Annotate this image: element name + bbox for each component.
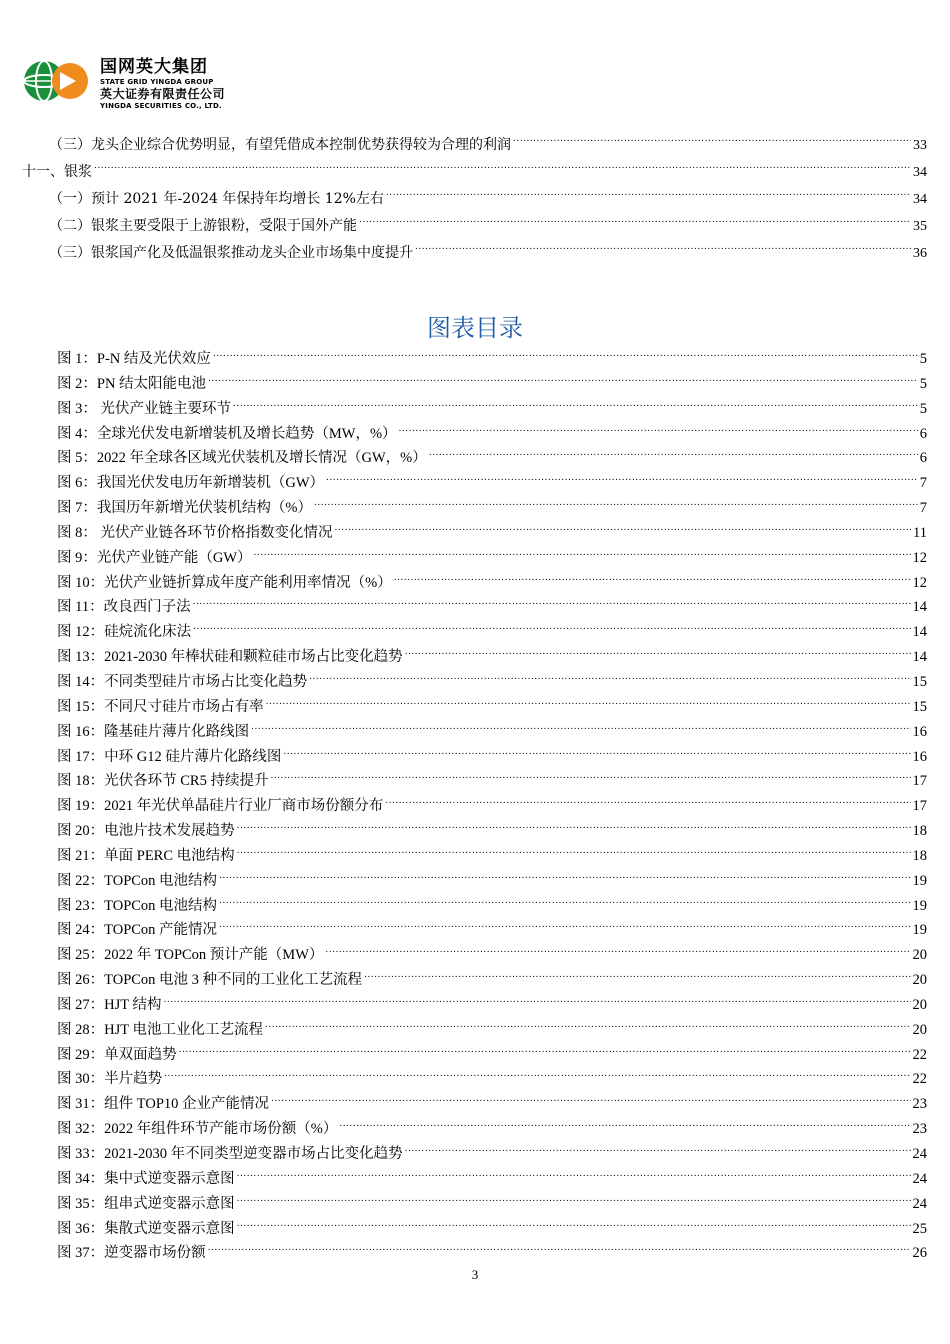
figure-entry[interactable] [57,964,927,989]
toc-entry[interactable] [49,129,927,156]
figure-entry-page: 7 [919,475,927,492]
company-name-cn: 国网英大集团 [100,57,208,77]
figure-entry[interactable] [57,591,927,616]
dot-leader [364,964,910,984]
toc-entry-label: （一）预计 2021 年-2024 年保持年均增长 12%左右 [49,191,384,207]
figure-entry[interactable] [57,890,927,915]
subsidiary-name-en: YINGDA SECURITIES CO., LTD. [100,102,222,110]
figure-entry-page: 17 [912,773,927,790]
figure-entry-label: 图 15：不同尺寸硅片市场占有率 [57,698,264,715]
dot-leader [237,1163,911,1183]
dot-leader [163,989,910,1009]
figure-entry[interactable] [57,1113,927,1138]
figure-entry-page: 26 [912,1245,927,1262]
figure-entry-page: 20 [912,996,927,1013]
figure-entry[interactable] [57,1163,927,1188]
figure-entry[interactable] [57,1213,927,1238]
dot-leader [193,591,911,611]
dot-leader [429,442,918,462]
dot-leader [233,393,918,413]
dot-leader [265,1014,911,1034]
figure-entry-page: 7 [919,500,927,517]
dot-leader [399,418,918,438]
dot-leader [283,741,910,761]
figure-entry-label: 图 25：2022 年 TOPCon 预计产能（MW） [57,947,324,964]
figure-entry-label: 图 12：硅烷流化床法 [57,624,192,641]
figure-entry[interactable] [57,815,927,840]
figure-entry-page: 12 [912,549,927,566]
toc-entry-page: 33 [913,138,927,153]
figure-entry[interactable] [57,467,927,492]
figure-entry-label: 图 19：2021 年光伏单晶硅片行业厂商市场份额分布 [57,798,384,815]
dot-leader [386,183,911,203]
figure-entry-page: 6 [919,425,927,442]
figure-entry-label: 图 5：2022 年全球各区域光伏装机及增长情况（GW，%） [57,450,427,467]
figure-entry-page: 24 [912,1195,927,1212]
figure-entry-page: 15 [912,698,927,715]
dot-leader [213,343,918,363]
figure-entry-page: 11 [913,524,927,541]
dot-leader [513,129,911,149]
figure-entry[interactable] [57,567,927,592]
figure-entry[interactable] [57,616,927,641]
dot-leader [359,210,911,230]
figures-list [57,343,927,1262]
figure-entry[interactable] [57,1039,927,1064]
figure-entry-label: 图 18：光伏各环节 CR5 持续提升 [57,773,269,790]
figure-entry[interactable] [57,1088,927,1113]
figure-entry-label: 图 34：集中式逆变器示意图 [57,1170,235,1187]
figure-entry[interactable] [57,343,927,368]
figure-entry-label: 图 14：不同类型硅片市场占比变化趋势 [57,673,308,690]
figure-entry-label: 图 24：TOPCon 产能情况 [57,922,218,939]
toc-entry-label: （三）龙头企业综合优势明显，有望凭借成本控制优势获得较为合理的利润 [49,137,511,153]
figure-entry[interactable] [57,1063,927,1088]
toc-entry-label: （二）银浆主要受限于上游银粉，受限于国外产能 [49,218,357,234]
dot-leader [237,840,911,860]
company-name-en: STATE GRID YINGDA GROUP [100,78,214,86]
dot-leader [326,467,918,487]
dot-leader [208,1237,911,1257]
figure-entry-label: 图 30：半片趋势 [57,1071,163,1088]
figure-entry[interactable] [57,1138,927,1163]
dot-leader [405,1138,911,1158]
figure-entry[interactable] [57,790,927,815]
toc-entry-page: 35 [913,219,927,234]
figure-entry[interactable] [57,865,927,890]
toc-entry[interactable] [49,210,927,237]
figure-entry-page: 24 [912,1146,927,1162]
figure-entry-page: 16 [912,748,927,765]
figure-entry-label: 图 28：HJT 电池工业化工艺流程 [57,1021,263,1038]
figure-entry[interactable] [57,542,927,567]
figure-entry-label: 图 31：组件 TOP10 企业产能情况 [57,1096,270,1113]
figure-entry-page: 18 [912,823,927,840]
figure-entry-label: 图 17：中环 G12 硅片薄片化路线图 [57,748,282,765]
figure-entry-label: 图 1：P-N 结及光伏效应 [57,351,211,367]
figure-entry-page: 14 [912,624,927,641]
figure-entry[interactable] [57,492,927,517]
subsidiary-name-cn: 英大证券有限责任公司 [100,87,226,101]
figure-entry[interactable] [57,1188,927,1213]
figure-entry-page: 23 [912,1096,927,1113]
figure-entry-page: 19 [912,897,927,914]
figure-entry-page: 14 [912,649,927,666]
dot-leader [266,691,911,711]
dot-leader [405,641,911,661]
dot-leader [219,890,910,910]
toc-entry[interactable] [22,156,927,183]
figure-entry-label: 图 23：TOPCon 电池结构 [57,897,218,914]
figure-entry[interactable] [57,939,927,964]
dot-leader [164,1063,910,1083]
figure-entry-page: 5 [919,375,927,392]
dot-leader [339,1113,910,1133]
figure-entry-label: 图 13：2021-2030 年棒状硅和颗粒硅市场占比变化趋势 [57,649,403,666]
figure-entry-page: 22 [912,1046,927,1063]
dot-leader [208,368,918,388]
figure-entry[interactable] [57,741,927,766]
toc-entry-label: 十一、银浆 [22,164,92,180]
figure-entry-label: 图 4：全球光伏发电新增装机及增长趋势（MW，%） [57,425,397,442]
figure-entry-label: 图 35：组串式逆变器示意图 [57,1195,235,1212]
page-number: 3 [471,1267,479,1282]
figure-entry-page: 22 [912,1071,927,1088]
figure-entry-label: 图 3： 光伏产业链主要环节 [57,400,231,417]
logo-text [100,56,225,111]
figure-entry-label: 图 20：电池片技术发展趋势 [57,823,235,840]
figure-entry[interactable] [57,765,927,790]
figure-entry[interactable] [57,840,927,865]
dot-leader [335,517,912,537]
figure-entry-page: 12 [912,574,927,591]
figure-entry[interactable] [57,517,927,542]
dot-leader [325,939,910,959]
toc-entry[interactable] [49,183,927,210]
dot-leader [271,1088,910,1108]
figure-entry-page: 20 [912,972,927,989]
figure-entry[interactable] [57,1237,927,1262]
figure-entry-page: 24 [912,1170,927,1187]
figure-entry[interactable] [57,914,927,939]
dot-leader [270,765,910,785]
figure-entry-label: 图 9：光伏产业链产能（GW） [57,549,252,566]
figure-entry-page: 5 [919,400,927,417]
figure-entry-label: 图 10：光伏产业链折算成年度产能利用率情况（%） [57,574,392,591]
figure-entry[interactable] [57,393,927,418]
figure-entry[interactable] [57,418,927,443]
dot-leader [254,542,911,562]
dot-leader [237,815,911,835]
dot-leader [394,567,911,587]
figure-entry-label: 图 33：2021-2030 年不同类型逆变器市场占比变化趋势 [57,1146,403,1162]
figure-entry[interactable] [57,691,927,716]
figure-entry-label: 图 27：HJT 结构 [57,996,162,1013]
figure-entry-page: 14 [912,599,927,616]
figure-entry-page: 15 [912,673,927,690]
dot-leader [237,1188,911,1208]
figure-entry-label: 图 21：单面 PERC 电池结构 [57,847,235,864]
toc-entry-page: 36 [913,246,927,261]
figure-entry-page: 17 [912,798,927,815]
dot-leader [251,716,910,736]
figure-entry-page: 19 [912,922,927,939]
figure-entry-page: 5 [919,351,927,367]
figure-entry-label: 图 6：我国光伏发电历年新增装机（GW） [57,475,325,492]
dot-leader [309,666,910,686]
figure-entry[interactable] [57,989,927,1014]
figure-entry-page: 20 [912,947,927,964]
figure-entry-label: 图 2：PN 结太阳能电池 [57,375,207,392]
figure-entry-label: 图 37：逆变器市场份额 [57,1245,206,1262]
dot-leader [415,237,911,257]
dot-leader [219,914,910,934]
figure-entry[interactable] [57,641,927,666]
figure-entry[interactable] [57,666,927,691]
toc-entry-page: 34 [913,165,927,180]
figure-entry-label: 图 32：2022 年组件环节产能市场份额（%） [57,1121,338,1138]
figure-entry-label: 图 36：集散式逆变器示意图 [57,1220,235,1237]
dot-leader [193,616,910,636]
dot-leader [179,1039,911,1059]
figure-entry-page: 25 [912,1220,927,1237]
toc-entry[interactable] [49,237,927,264]
figure-entry-page: 18 [912,847,927,864]
figure-entry[interactable] [57,442,927,467]
figure-entry-page: 16 [912,723,927,740]
dot-leader [314,492,918,512]
figures-list-title: 图表目录 [427,314,523,342]
toc-entry-page: 34 [913,192,927,207]
figure-entry-page: 19 [912,872,927,889]
state-grid-logo-icon [22,58,92,104]
figure-entry-label: 图 26：TOPCon 电池 3 种不同的工业化工艺流程 [57,972,363,989]
dot-leader [237,1213,911,1233]
figure-entry[interactable] [57,368,927,393]
figure-entry-label: 图 7：我国历年新增光伏装机结构（%） [57,500,312,517]
toc-entry-label: （三）银浆国产化及低温银浆推动龙头企业市场集中度提升 [49,245,413,261]
figure-entry-label: 图 29：单双面趋势 [57,1046,177,1063]
dot-leader [219,865,910,885]
figure-entry[interactable] [57,1014,927,1039]
dot-leader [94,156,911,176]
dot-leader [385,790,910,810]
figure-entry-page: 23 [912,1121,927,1138]
figure-entry-page: 6 [919,450,927,467]
figure-entry-label: 图 11：改良西门子法 [57,599,191,616]
figure-entry-page: 20 [912,1021,927,1038]
figure-entry-label: 图 8： 光伏产业链各环节价格指数变化情况 [57,524,333,541]
figure-entry[interactable] [57,716,927,741]
figure-entry-label: 图 22：TOPCon 电池结构 [57,872,218,889]
header [22,56,322,126]
figure-entry-label: 图 16：隆基硅片薄片化路线图 [57,723,250,740]
